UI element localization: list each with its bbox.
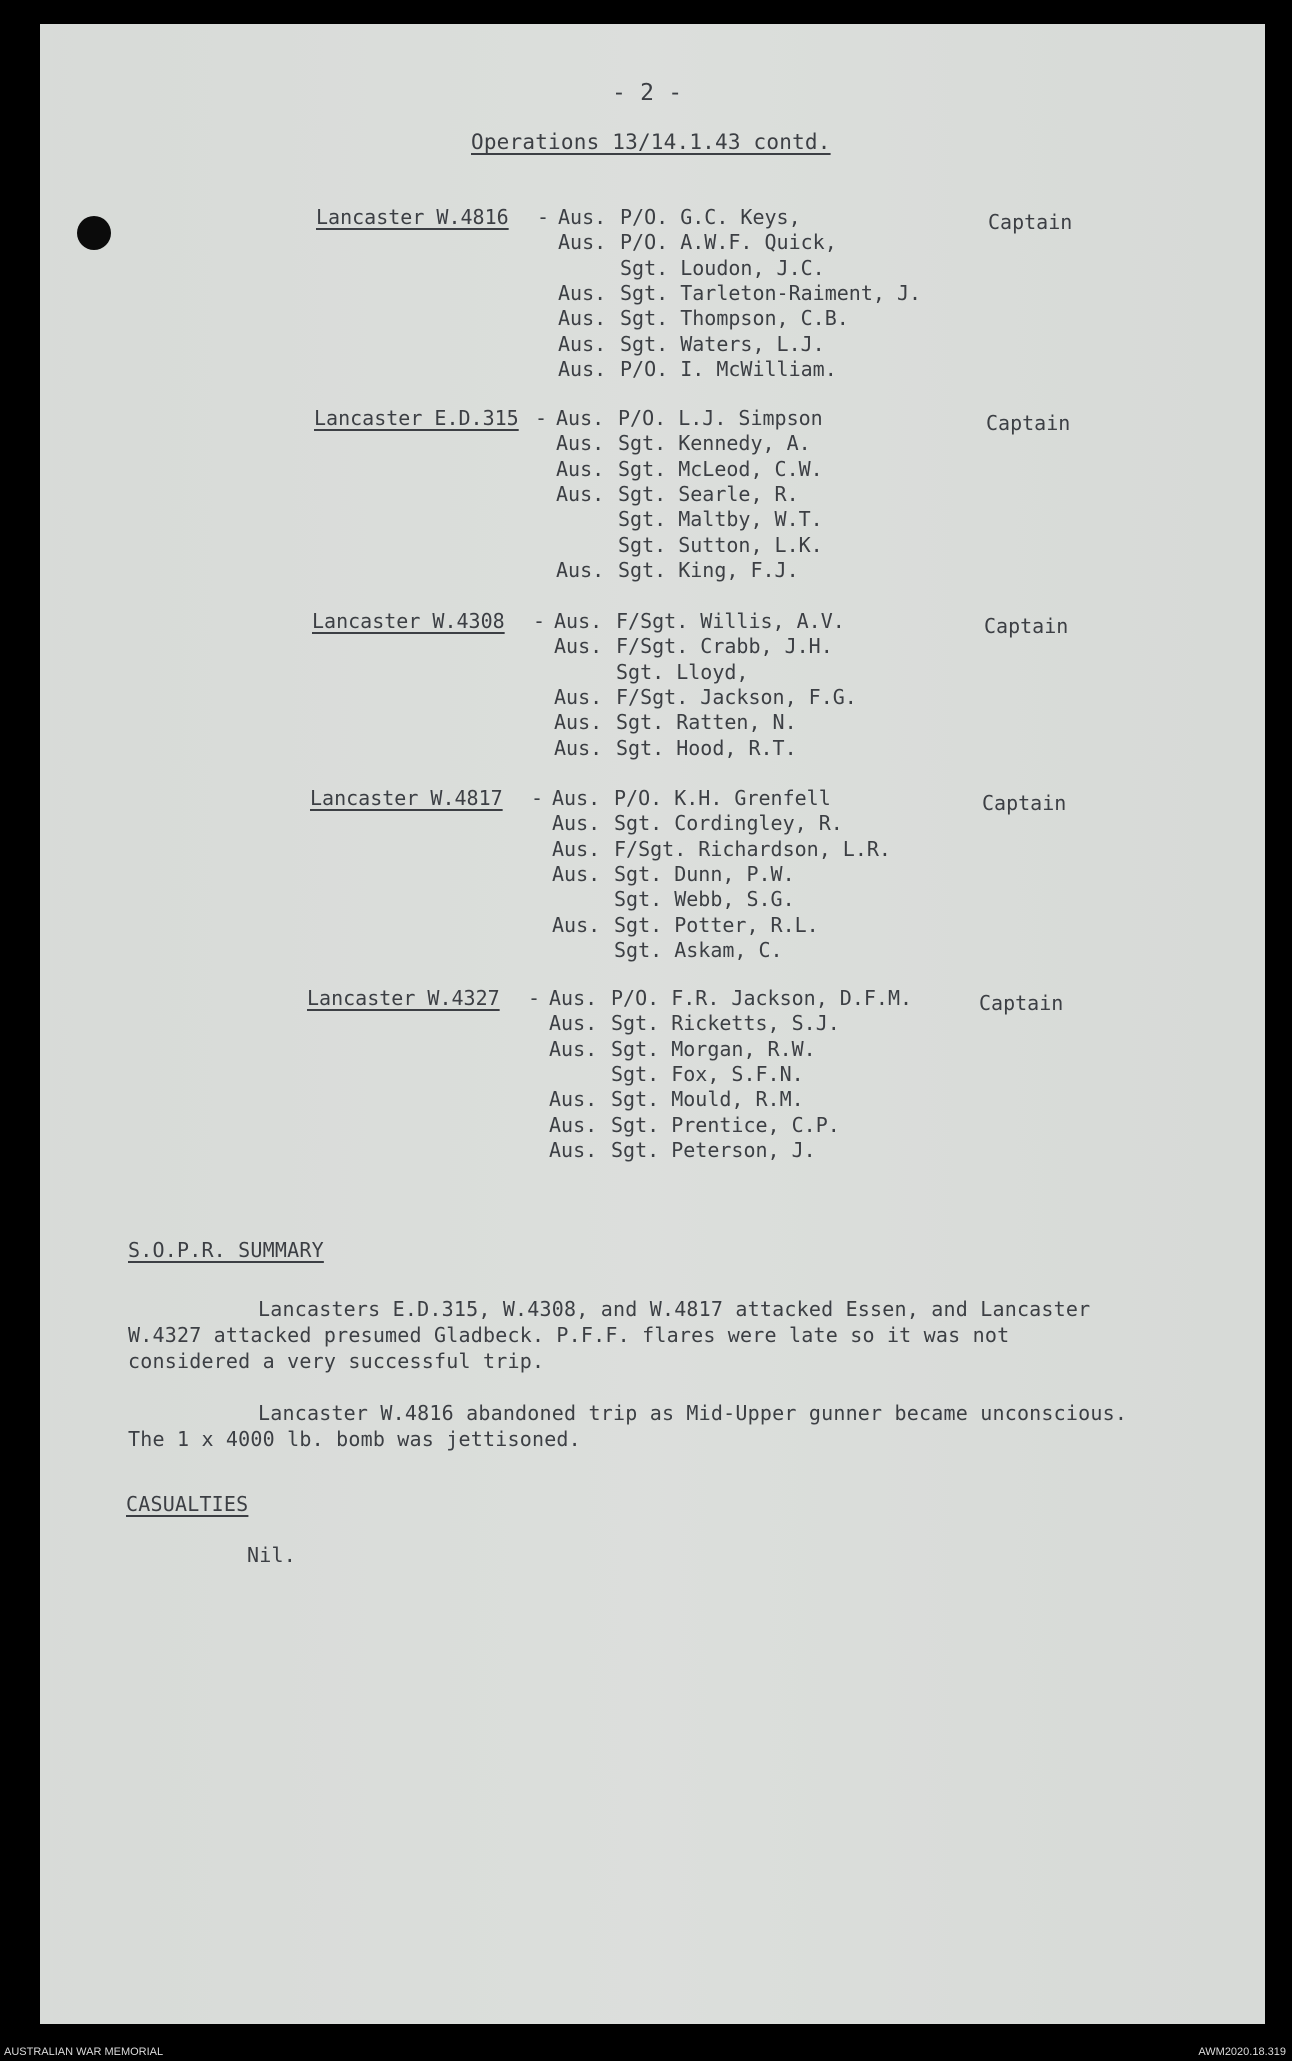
crew-nationality: Aus. — [552, 811, 601, 836]
crew-name: Sgt. Loudon, J.C. — [620, 255, 825, 280]
crew-name: P/O. A.W.F. Quick, — [620, 230, 837, 255]
crew-member — [556, 457, 823, 481]
aircraft-label: Lancaster W.4327 — [307, 986, 500, 1010]
crew-nationality: Aus. — [556, 406, 605, 430]
crew-member — [549, 1087, 804, 1111]
summary-paragraph-2: Lancaster W.4816 abandoned trip as Mid-Upper gunner became unconscious. The 1 x 4000 lb. bomb was jettisoned. — [128, 1401, 1128, 1451]
crew-name: Sgt. Fox, S.F.N. — [611, 1061, 804, 1086]
crew-nationality: Aus. — [552, 912, 601, 937]
captain-role: Captain — [979, 991, 1064, 1015]
crew-nationality: Aus. — [558, 280, 607, 305]
crew-member — [558, 357, 837, 381]
crew-name: Sgt. Thompson, C.B. — [620, 306, 849, 331]
crew-nationality: Aus. — [549, 1087, 598, 1112]
crew-name: Sgt. Tarleton-Raiment, J. — [620, 280, 922, 305]
crew-name: P/O. L.J. Simpson — [618, 406, 823, 430]
crew-name: P/O. F.R. Jackson, D.F.M. — [611, 986, 913, 1010]
crew-name: P/O. G.C. Keys, — [620, 205, 801, 229]
captain-role: Captain — [988, 210, 1073, 234]
crew-member — [554, 609, 845, 633]
page-number: - 2 - — [612, 80, 683, 106]
crew-name: Sgt. Ratten, N. — [616, 710, 797, 735]
footer-reference: AWM2020.18.319 — [1198, 2046, 1286, 2058]
crew-member — [552, 786, 831, 810]
crew-member — [554, 634, 833, 658]
crew-nationality: Aus. — [554, 735, 603, 760]
crew-member — [552, 837, 891, 861]
captain-role: Captain — [986, 411, 1071, 435]
aircraft-label: Lancaster W.4816 — [316, 205, 509, 229]
crew-nationality: Aus. — [558, 306, 607, 331]
crew-member — [558, 256, 825, 280]
crew-name: F/Sgt. Jackson, F.G. — [616, 684, 857, 709]
crew-name: Sgt. Dunn, P.W. — [614, 861, 795, 886]
crew-name: Sgt. Hood, R.T. — [616, 735, 797, 760]
crew-member — [549, 1113, 840, 1137]
crew-nationality: Aus. — [549, 986, 598, 1010]
crew-member — [549, 1037, 816, 1061]
crew-nationality: Aus. — [552, 786, 601, 810]
crew-name: Sgt. Morgan, R.W. — [611, 1036, 816, 1061]
crew-nationality: Aus. — [552, 836, 601, 861]
crew-nationality: Aus. — [558, 205, 607, 229]
crew-nationality: Aus. — [558, 230, 607, 255]
crew-name: Sgt. McLeod, C.W. — [618, 456, 823, 481]
crew-name: Sgt. Kennedy, A. — [618, 431, 811, 456]
crew-member — [558, 332, 825, 356]
crew-member — [558, 205, 801, 229]
crew-name: P/O. K.H. Grenfell — [614, 786, 831, 810]
crew-nationality: Aus. — [556, 431, 605, 456]
crew-name: Sgt. Peterson, J. — [611, 1137, 816, 1162]
crew-member — [552, 862, 795, 886]
crew-member — [556, 507, 823, 531]
aircraft-dash: - — [531, 786, 544, 810]
page-title: Operations 13/14.1.43 contd. — [471, 130, 831, 154]
aircraft-dash: - — [533, 609, 546, 633]
crew-member — [558, 230, 837, 254]
crew-member — [558, 306, 849, 330]
crew-nationality: Aus. — [558, 356, 607, 381]
crew-member — [558, 281, 921, 305]
crew-name: Sgt. Maltby, W.T. — [618, 507, 823, 532]
crew-member — [554, 710, 797, 734]
crew-name: Sgt. Prentice, C.P. — [611, 1112, 840, 1137]
crew-member — [552, 913, 819, 937]
casualties-heading: CASUALTIES — [126, 1492, 249, 1516]
crew-name: Sgt. Lloyd, — [616, 659, 749, 684]
crew-nationality: Aus. — [549, 1112, 598, 1137]
crew-member — [552, 938, 783, 962]
crew-nationality: Aus. — [556, 481, 605, 506]
crew-name: Sgt. Waters, L.J. — [620, 331, 825, 356]
casualties-text: Nil. — [247, 1543, 296, 1567]
captain-role: Captain — [982, 791, 1067, 815]
crew-nationality: Aus. — [556, 557, 605, 582]
crew-member — [556, 406, 823, 430]
captain-role: Captain — [984, 614, 1069, 638]
crew-name: Sgt. Askam, C. — [614, 937, 783, 962]
crew-name: Sgt. Searle, R. — [618, 481, 799, 506]
crew-nationality: Aus. — [554, 684, 603, 709]
crew-member — [552, 811, 843, 835]
crew-name: Sgt. Mould, R.M. — [611, 1087, 804, 1112]
aircraft-label: Lancaster E.D.315 — [314, 406, 519, 430]
crew-member — [556, 431, 811, 455]
aircraft-dash: - — [535, 406, 548, 430]
crew-name: Sgt. Potter, R.L. — [614, 912, 819, 937]
crew-name: F/Sgt. Richardson, L.R. — [614, 836, 891, 861]
crew-nationality: Aus. — [554, 609, 603, 633]
aircraft-label: Lancaster W.4308 — [312, 609, 505, 633]
crew-member — [549, 1138, 816, 1162]
crew-member — [556, 558, 799, 582]
crew-nationality: Aus. — [554, 710, 603, 735]
crew-name: Sgt. Sutton, L.K. — [618, 532, 823, 557]
crew-name: F/Sgt. Willis, A.V. — [616, 609, 845, 633]
summary-paragraph-1: Lancasters E.D.315, W.4308, and W.4817 attacked Essen, and Lancaster W.4327 attacked presumed Gladbeck. P.F.F. flares were late so it was not considered a very successful trip. — [128, 1297, 1091, 1373]
crew-nationality: Aus. — [556, 456, 605, 481]
crew-name: Sgt. King, F.J. — [618, 557, 799, 582]
aircraft-label: Lancaster W.4817 — [310, 786, 503, 810]
crew-nationality: Aus. — [549, 1011, 598, 1036]
crew-member — [549, 986, 912, 1010]
crew-nationality: Aus. — [549, 1137, 598, 1162]
crew-member — [556, 482, 799, 506]
crew-member — [554, 736, 797, 760]
crew-nationality: Aus. — [549, 1036, 598, 1061]
crew-nationality: Aus. — [554, 634, 603, 659]
crew-member — [554, 685, 857, 709]
crew-name: Sgt. Cordingley, R. — [614, 811, 843, 836]
crew-name: Sgt. Ricketts, S.J. — [611, 1011, 840, 1036]
crew-member — [552, 887, 795, 911]
crew-name: P/O. I. McWilliam. — [620, 356, 837, 381]
footer-source: AUSTRALIAN WAR MEMORIAL — [4, 2046, 164, 2058]
crew-member — [549, 1062, 804, 1086]
punch-hole — [77, 216, 111, 250]
crew-nationality: Aus. — [558, 331, 607, 356]
crew-member — [549, 1011, 840, 1035]
crew-name: F/Sgt. Crabb, J.H. — [616, 634, 833, 659]
aircraft-dash: - — [528, 986, 541, 1010]
crew-name: Sgt. Webb, S.G. — [614, 887, 795, 912]
aircraft-dash: - — [537, 205, 550, 229]
crew-nationality: Aus. — [552, 861, 601, 886]
crew-member — [556, 533, 823, 557]
crew-member — [554, 660, 748, 684]
summary-heading: S.O.P.R. SUMMARY — [128, 1238, 324, 1262]
